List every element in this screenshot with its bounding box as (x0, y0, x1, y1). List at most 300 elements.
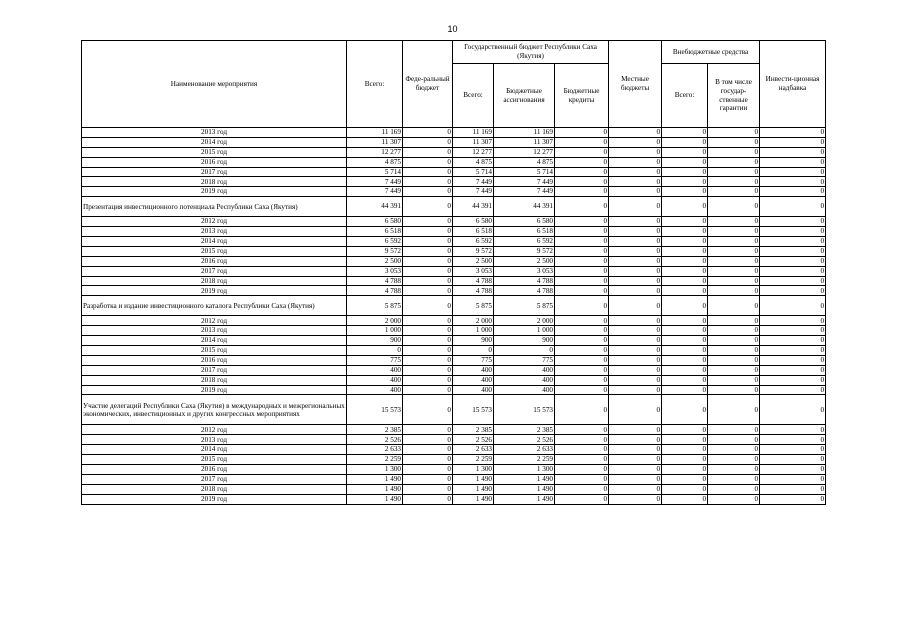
credits-cell: 0 (555, 157, 609, 167)
state-total-cell: 400 (453, 365, 494, 375)
invest-cell: 0 (760, 385, 826, 395)
local-cell: 0 (609, 227, 662, 237)
state-total-cell: 2 500 (453, 256, 494, 266)
federal-cell: 0 (403, 157, 453, 167)
allocations-cell: 5 714 (494, 167, 555, 177)
federal-cell: 0 (403, 187, 453, 197)
year-cell: 2015 год (82, 346, 347, 356)
credits-cell: 0 (555, 445, 609, 455)
year-cell: 2012 год (82, 316, 347, 326)
local-cell: 0 (609, 276, 662, 286)
invest-cell: 0 (760, 395, 826, 425)
allocations-cell: 7 449 (494, 187, 555, 197)
total-cell: 2 259 (347, 455, 403, 465)
extra-total-cell: 0 (662, 296, 708, 316)
state-total-cell: 5 875 (453, 296, 494, 316)
year-cell: 2019 год (82, 286, 347, 296)
table-row (82, 336, 826, 346)
guarantees-cell: 0 (708, 147, 760, 157)
guarantees-cell: 0 (708, 237, 760, 247)
local-cell: 0 (609, 296, 662, 316)
total-cell: 4 788 (347, 286, 403, 296)
table-row (82, 137, 826, 147)
credits-cell: 0 (555, 296, 609, 316)
year-cell: 2013 год (82, 435, 347, 445)
federal-cell: 0 (403, 465, 453, 475)
guarantees-cell: 0 (708, 346, 760, 356)
total-cell: 5 714 (347, 167, 403, 177)
guarantees-cell: 0 (708, 296, 760, 316)
table-row (82, 266, 826, 276)
invest-cell: 0 (760, 137, 826, 147)
state-total-cell: 1 490 (453, 474, 494, 484)
header-total: Всего: (347, 41, 403, 128)
year-cell: 2014 год (82, 336, 347, 346)
invest-cell: 0 (760, 465, 826, 475)
header-credits: Бюджетные кредиты (555, 64, 609, 128)
total-cell: 2 500 (347, 256, 403, 266)
total-cell: 7 449 (347, 187, 403, 197)
table-row (82, 465, 826, 475)
year-cell: 2019 год (82, 385, 347, 395)
extra-total-cell: 0 (662, 177, 708, 187)
guarantees-cell: 0 (708, 445, 760, 455)
year-cell: 2014 год (82, 237, 347, 247)
activity-name-cell: Разработка и издание инвестиционного каталога Республики Саха (Якутия) (82, 296, 347, 316)
local-cell: 0 (609, 237, 662, 247)
extra-total-cell: 0 (662, 375, 708, 385)
allocations-cell: 6 518 (494, 227, 555, 237)
federal-cell: 0 (403, 296, 453, 316)
year-cell: 2013 год (82, 128, 347, 138)
total-cell: 2 526 (347, 435, 403, 445)
extra-total-cell: 0 (662, 385, 708, 395)
total-cell: 400 (347, 385, 403, 395)
invest-cell: 0 (760, 296, 826, 316)
state-total-cell: 5 714 (453, 167, 494, 177)
table-row (82, 445, 826, 455)
local-cell: 0 (609, 474, 662, 484)
local-cell: 0 (609, 266, 662, 276)
table-row (82, 385, 826, 395)
state-total-cell: 1 490 (453, 484, 494, 494)
extra-total-cell: 0 (662, 465, 708, 475)
section-row (82, 197, 826, 217)
invest-cell: 0 (760, 256, 826, 266)
invest-cell: 0 (760, 336, 826, 346)
credits-cell: 0 (555, 147, 609, 157)
extra-total-cell: 0 (662, 445, 708, 455)
guarantees-cell: 0 (708, 227, 760, 237)
guarantees-cell: 0 (708, 157, 760, 167)
header-local: Местные бюджеты (609, 41, 662, 128)
credits-cell: 0 (555, 435, 609, 445)
federal-cell: 0 (403, 395, 453, 425)
guarantees-cell: 0 (708, 316, 760, 326)
extra-total-cell: 0 (662, 157, 708, 167)
federal-cell: 0 (403, 128, 453, 138)
year-cell: 2016 год (82, 355, 347, 365)
year-cell: 2018 год (82, 177, 347, 187)
state-total-cell: 2 000 (453, 316, 494, 326)
total-cell: 1 300 (347, 465, 403, 475)
invest-cell: 0 (760, 147, 826, 157)
extra-total-cell: 0 (662, 246, 708, 256)
guarantees-cell: 0 (708, 167, 760, 177)
table-row (82, 316, 826, 326)
federal-cell: 0 (403, 336, 453, 346)
credits-cell: 0 (555, 336, 609, 346)
allocations-cell: 2 000 (494, 316, 555, 326)
state-total-cell: 6 518 (453, 227, 494, 237)
total-cell: 1 490 (347, 484, 403, 494)
invest-cell: 0 (760, 365, 826, 375)
extra-total-cell: 0 (662, 484, 708, 494)
table-row (82, 227, 826, 237)
guarantees-cell: 0 (708, 365, 760, 375)
credits-cell: 0 (555, 375, 609, 385)
invest-cell: 0 (760, 128, 826, 138)
extra-total-cell: 0 (662, 167, 708, 177)
budget-table (81, 40, 826, 505)
year-cell: 2016 год (82, 465, 347, 475)
table-row (82, 484, 826, 494)
state-total-cell: 11 169 (453, 128, 494, 138)
guarantees-cell: 0 (708, 455, 760, 465)
federal-cell: 0 (403, 227, 453, 237)
credits-cell: 0 (555, 266, 609, 276)
allocations-cell: 1 490 (494, 484, 555, 494)
local-cell: 0 (609, 346, 662, 356)
local-cell: 0 (609, 395, 662, 425)
header-state-total: Всего: (453, 64, 494, 128)
credits-cell: 0 (555, 484, 609, 494)
guarantees-cell: 0 (708, 266, 760, 276)
invest-cell: 0 (760, 346, 826, 356)
page-number: 10 (447, 24, 458, 34)
guarantees-cell: 0 (708, 336, 760, 346)
local-cell: 0 (609, 128, 662, 138)
table-row (82, 326, 826, 336)
extra-total-cell: 0 (662, 197, 708, 217)
total-cell: 2 385 (347, 425, 403, 435)
table-row (82, 177, 826, 187)
invest-cell: 0 (760, 157, 826, 167)
invest-cell: 0 (760, 484, 826, 494)
federal-cell: 0 (403, 276, 453, 286)
allocations-cell: 1 000 (494, 326, 555, 336)
year-cell: 2016 год (82, 157, 347, 167)
total-cell: 4 788 (347, 276, 403, 286)
local-cell: 0 (609, 445, 662, 455)
credits-cell: 0 (555, 355, 609, 365)
invest-cell: 0 (760, 187, 826, 197)
credits-cell: 0 (555, 425, 609, 435)
table-row (82, 346, 826, 356)
year-cell: 2017 год (82, 365, 347, 375)
federal-cell: 0 (403, 484, 453, 494)
header-state-budget: Государственный бюджет Республики Саха (Якутия) (453, 41, 609, 64)
state-total-cell: 2 526 (453, 435, 494, 445)
allocations-cell: 2 633 (494, 445, 555, 455)
local-cell: 0 (609, 435, 662, 445)
allocations-cell: 9 572 (494, 246, 555, 256)
table-row (82, 435, 826, 445)
credits-cell: 0 (555, 395, 609, 425)
credits-cell: 0 (555, 286, 609, 296)
credits-cell: 0 (555, 187, 609, 197)
state-total-cell: 900 (453, 336, 494, 346)
header-extra-total: Всего: (662, 64, 708, 128)
extra-total-cell: 0 (662, 217, 708, 227)
federal-cell: 0 (403, 375, 453, 385)
total-cell: 2 000 (347, 316, 403, 326)
state-total-cell: 775 (453, 355, 494, 365)
credits-cell: 0 (555, 167, 609, 177)
federal-cell: 0 (403, 474, 453, 484)
extra-total-cell: 0 (662, 128, 708, 138)
invest-cell: 0 (760, 237, 826, 247)
local-cell: 0 (609, 177, 662, 187)
table-header (82, 41, 826, 128)
total-cell: 6 592 (347, 237, 403, 247)
table-row (82, 375, 826, 385)
state-total-cell: 44 391 (453, 197, 494, 217)
local-cell: 0 (609, 336, 662, 346)
allocations-cell: 0 (494, 346, 555, 356)
credits-cell: 0 (555, 197, 609, 217)
guarantees-cell: 0 (708, 484, 760, 494)
table-row (82, 147, 826, 157)
invest-cell: 0 (760, 266, 826, 276)
state-total-cell: 6 580 (453, 217, 494, 227)
guarantees-cell: 0 (708, 177, 760, 187)
local-cell: 0 (609, 157, 662, 167)
guarantees-cell: 0 (708, 197, 760, 217)
table-row (82, 276, 826, 286)
guarantees-cell: 0 (708, 286, 760, 296)
federal-cell: 0 (403, 237, 453, 247)
local-cell: 0 (609, 484, 662, 494)
guarantees-cell: 0 (708, 375, 760, 385)
invest-cell: 0 (760, 197, 826, 217)
credits-cell: 0 (555, 455, 609, 465)
local-cell: 0 (609, 137, 662, 147)
total-cell: 6 518 (347, 227, 403, 237)
invest-cell: 0 (760, 455, 826, 465)
state-total-cell: 15 573 (453, 395, 494, 425)
local-cell: 0 (609, 465, 662, 475)
guarantees-cell: 0 (708, 494, 760, 504)
extra-total-cell: 0 (662, 266, 708, 276)
total-cell: 9 572 (347, 246, 403, 256)
allocations-cell: 400 (494, 365, 555, 375)
allocations-cell: 11 307 (494, 137, 555, 147)
federal-cell: 0 (403, 326, 453, 336)
extra-total-cell: 0 (662, 227, 708, 237)
table-row (82, 455, 826, 465)
total-cell: 11 307 (347, 137, 403, 147)
extra-total-cell: 0 (662, 474, 708, 484)
state-total-cell: 400 (453, 385, 494, 395)
state-total-cell: 4 788 (453, 276, 494, 286)
credits-cell: 0 (555, 326, 609, 336)
allocations-cell: 3 053 (494, 266, 555, 276)
invest-cell: 0 (760, 276, 826, 286)
invest-cell: 0 (760, 474, 826, 484)
state-total-cell: 4 788 (453, 286, 494, 296)
extra-total-cell: 0 (662, 395, 708, 425)
credits-cell: 0 (555, 494, 609, 504)
invest-cell: 0 (760, 167, 826, 177)
header-invest: Инвести-ционная надбавка (760, 41, 826, 128)
extra-total-cell: 0 (662, 435, 708, 445)
state-total-cell: 1 000 (453, 326, 494, 336)
credits-cell: 0 (555, 276, 609, 286)
total-cell: 0 (347, 346, 403, 356)
federal-cell: 0 (403, 147, 453, 157)
extra-total-cell: 0 (662, 276, 708, 286)
guarantees-cell: 0 (708, 385, 760, 395)
federal-cell: 0 (403, 197, 453, 217)
header-extra: Внебюджетные средства (662, 41, 760, 64)
state-total-cell: 3 053 (453, 266, 494, 276)
allocations-cell: 12 277 (494, 147, 555, 157)
allocations-cell: 1 490 (494, 474, 555, 484)
invest-cell: 0 (760, 425, 826, 435)
year-cell: 2017 год (82, 167, 347, 177)
credits-cell: 0 (555, 217, 609, 227)
total-cell: 1 490 (347, 474, 403, 484)
federal-cell: 0 (403, 316, 453, 326)
credits-cell: 0 (555, 316, 609, 326)
table-row (82, 286, 826, 296)
invest-cell: 0 (760, 435, 826, 445)
table-body (82, 128, 826, 505)
table-row (82, 494, 826, 504)
guarantees-cell: 0 (708, 276, 760, 286)
local-cell: 0 (609, 197, 662, 217)
year-cell: 2018 год (82, 484, 347, 494)
table-row (82, 157, 826, 167)
allocations-cell: 44 391 (494, 197, 555, 217)
federal-cell: 0 (403, 256, 453, 266)
federal-cell: 0 (403, 246, 453, 256)
total-cell: 775 (347, 355, 403, 365)
allocations-cell: 400 (494, 375, 555, 385)
allocations-cell: 400 (494, 385, 555, 395)
guarantees-cell: 0 (708, 474, 760, 484)
invest-cell: 0 (760, 246, 826, 256)
credits-cell: 0 (555, 137, 609, 147)
local-cell: 0 (609, 425, 662, 435)
invest-cell: 0 (760, 177, 826, 187)
extra-total-cell: 0 (662, 494, 708, 504)
extra-total-cell: 0 (662, 256, 708, 266)
total-cell: 4 875 (347, 157, 403, 167)
table-row (82, 237, 826, 247)
table-row (82, 246, 826, 256)
allocations-cell: 2 526 (494, 435, 555, 445)
local-cell: 0 (609, 147, 662, 157)
year-cell: 2012 год (82, 425, 347, 435)
guarantees-cell: 0 (708, 217, 760, 227)
extra-total-cell: 0 (662, 425, 708, 435)
federal-cell: 0 (403, 137, 453, 147)
federal-cell: 0 (403, 217, 453, 227)
total-cell: 7 449 (347, 177, 403, 187)
credits-cell: 0 (555, 256, 609, 266)
federal-cell: 0 (403, 167, 453, 177)
invest-cell: 0 (760, 445, 826, 455)
allocations-cell: 6 592 (494, 237, 555, 247)
guarantees-cell: 0 (708, 435, 760, 445)
year-cell: 2013 год (82, 326, 347, 336)
federal-cell: 0 (403, 455, 453, 465)
extra-total-cell: 0 (662, 147, 708, 157)
guarantees-cell: 0 (708, 395, 760, 425)
local-cell: 0 (609, 375, 662, 385)
total-cell: 1 000 (347, 326, 403, 336)
federal-cell: 0 (403, 346, 453, 356)
total-cell: 900 (347, 336, 403, 346)
local-cell: 0 (609, 455, 662, 465)
state-total-cell: 0 (453, 346, 494, 356)
state-total-cell: 9 572 (453, 246, 494, 256)
section-row (82, 395, 826, 425)
local-cell: 0 (609, 187, 662, 197)
extra-total-cell: 0 (662, 286, 708, 296)
allocations-cell: 4 788 (494, 276, 555, 286)
table-row (82, 256, 826, 266)
allocations-cell: 775 (494, 355, 555, 365)
allocations-cell: 2 385 (494, 425, 555, 435)
state-total-cell: 11 307 (453, 137, 494, 147)
local-cell: 0 (609, 385, 662, 395)
allocations-cell: 2 500 (494, 256, 555, 266)
extra-total-cell: 0 (662, 346, 708, 356)
total-cell: 2 633 (347, 445, 403, 455)
year-cell: 2017 год (82, 266, 347, 276)
table-row (82, 355, 826, 365)
year-cell: 2015 год (82, 246, 347, 256)
allocations-cell: 15 573 (494, 395, 555, 425)
federal-cell: 0 (403, 266, 453, 276)
header-allocations: Бюджетные ассигнования (494, 64, 555, 128)
invest-cell: 0 (760, 326, 826, 336)
federal-cell: 0 (403, 355, 453, 365)
header-guarantees: В том числе государ-ственные гарантии (708, 64, 760, 128)
federal-cell: 0 (403, 494, 453, 504)
extra-total-cell: 0 (662, 455, 708, 465)
guarantees-cell: 0 (708, 465, 760, 475)
extra-total-cell: 0 (662, 326, 708, 336)
state-total-cell: 2 385 (453, 425, 494, 435)
extra-total-cell: 0 (662, 237, 708, 247)
credits-cell: 0 (555, 465, 609, 475)
extra-total-cell: 0 (662, 365, 708, 375)
credits-cell: 0 (555, 365, 609, 375)
year-cell: 2019 год (82, 187, 347, 197)
total-cell: 11 169 (347, 128, 403, 138)
guarantees-cell: 0 (708, 128, 760, 138)
allocations-cell: 7 449 (494, 177, 555, 187)
state-total-cell: 7 449 (453, 187, 494, 197)
total-cell: 400 (347, 365, 403, 375)
invest-cell: 0 (760, 494, 826, 504)
year-cell: 2016 год (82, 256, 347, 266)
table-row (82, 187, 826, 197)
